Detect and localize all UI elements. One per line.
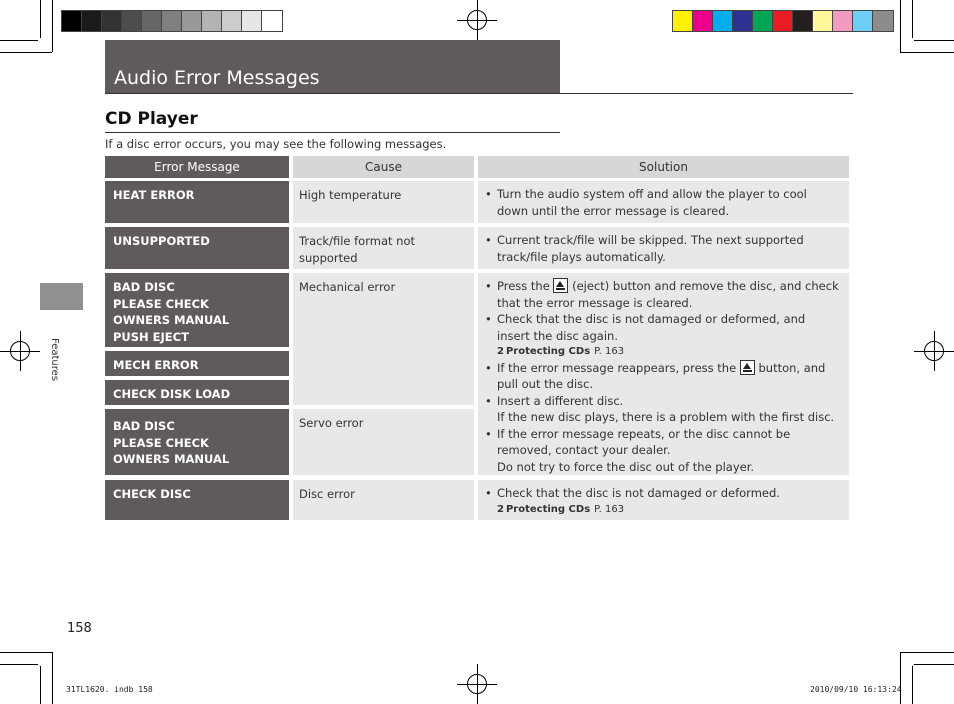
crop-mark (52, 652, 53, 704)
section-title: CD Player (105, 109, 198, 129)
color-swatch (753, 11, 773, 31)
error-line: BAD DISC (113, 280, 175, 294)
solution-text: button, and pull out the disc. (497, 360, 826, 391)
crop-mark (912, 0, 913, 38)
solution-item (484, 360, 841, 393)
registration-mark (457, 664, 497, 704)
color-swatch (262, 11, 282, 31)
reference-arrow-icon: 2 (497, 503, 504, 515)
process-color-bar (672, 10, 894, 32)
color-swatch (813, 11, 833, 31)
header-cause: Cause (293, 156, 474, 178)
color-swatch (873, 11, 893, 31)
solution-text: • If the error message repeats, or the disc cannot be removed, contact your dealer. (497, 426, 791, 457)
reference-arrow-icon: 2 (497, 346, 504, 357)
solution-text: Press the (497, 279, 550, 293)
solution-text: • Insert a different disc. (497, 393, 624, 408)
color-swatch (713, 11, 733, 31)
error-line: PUSH EJECT (113, 329, 189, 344)
color-swatch (182, 11, 202, 31)
crop-mark (900, 0, 901, 52)
cross-reference-link[interactable] (497, 344, 841, 360)
title-rule (105, 93, 853, 94)
chapter-label: Features (49, 338, 60, 381)
eject-icon (553, 278, 568, 293)
error-bad-disc-push-eject (105, 273, 289, 347)
cause-heat-error: High temperature (293, 181, 474, 223)
header-error-message: Error Message (105, 156, 289, 178)
color-swatch (222, 11, 242, 31)
solution-text: Check that the disc is not damaged or deformed. (497, 486, 780, 500)
crop-mark (914, 40, 954, 41)
error-heat-error: HEAT ERROR (105, 181, 289, 223)
error-line: PLEASE CHECK (113, 296, 209, 311)
cause-servo-error: Servo error (293, 409, 474, 475)
section-rule (105, 132, 560, 133)
crop-mark (912, 666, 913, 704)
crop-mark (914, 664, 954, 665)
color-swatch (793, 11, 813, 31)
solution-heat-error (478, 181, 849, 223)
reference-label: Protecting CDs (505, 503, 591, 515)
crop-mark (40, 666, 41, 704)
title-band (105, 40, 560, 93)
color-swatch (162, 11, 182, 31)
registration-mark (0, 331, 40, 371)
color-swatch (673, 11, 693, 31)
crop-mark (40, 0, 41, 38)
color-swatch (62, 11, 82, 31)
error-check-disk-load: CHECK DISK LOAD (105, 380, 289, 405)
solution-text: Check that the disc is not damaged or deformed, and insert the disc again. (497, 312, 806, 343)
error-line: OWNERS MANUAL (113, 313, 230, 327)
color-swatch (122, 11, 142, 31)
reference-page: P. 163 (594, 503, 625, 515)
color-swatch (733, 11, 753, 31)
cause-unsupported: Track/file format not supported (293, 227, 474, 269)
print-timestamp: 2010/09/10 16:13:24 (810, 685, 902, 694)
crop-mark (900, 52, 954, 53)
header-solution: Solution (478, 156, 849, 178)
error-bad-disc-owners-manual (105, 409, 289, 475)
crop-mark (52, 0, 53, 52)
intro-text: If a disc error occurs, you may see the following messages. (105, 137, 447, 151)
print-file-name: 31TL1620. indb 158 (66, 685, 153, 694)
crop-mark (0, 52, 52, 53)
page-number: 158 (67, 621, 92, 636)
solution-item: • Current track/file will be skipped. The next supported track/file plays automatically. (484, 232, 841, 265)
color-swatch (773, 11, 793, 31)
solution-text: Do not try to force the disc out of the player. (497, 459, 755, 474)
reference-label: Protecting CDs (505, 346, 591, 357)
color-swatch (853, 11, 873, 31)
crop-mark (900, 652, 954, 653)
crop-mark (0, 664, 38, 665)
color-swatch (693, 11, 713, 31)
page-title: Audio Error Messages (114, 67, 320, 89)
solution-disc-errors (478, 273, 849, 475)
error-unsupported: UNSUPPORTED (105, 227, 289, 269)
registration-mark (457, 0, 497, 40)
color-swatch (242, 11, 262, 31)
color-swatch (202, 11, 222, 31)
error-line: OWNERS MANUAL (113, 452, 230, 466)
solution-check-disc (478, 480, 849, 520)
chapter-tab (40, 283, 83, 310)
error-mech-error: MECH ERROR (105, 351, 289, 376)
error-line: PLEASE CHECK (113, 435, 209, 450)
solution-item (484, 393, 841, 426)
solution-item (484, 426, 841, 476)
solution-text: If the new disc plays, there is a problem with the first disc. (497, 410, 835, 424)
crop-mark (0, 652, 52, 653)
grayscale-color-bar (61, 10, 283, 32)
solution-item (484, 311, 841, 360)
eject-icon (740, 360, 755, 375)
solution-item: • Turn the audio system off and allow the player to cool down until the error message is cleared. (484, 186, 841, 219)
registration-mark (914, 331, 954, 371)
crop-mark (0, 40, 38, 41)
cause-disc-error: Disc error (293, 480, 474, 520)
solution-item (484, 278, 841, 311)
reference-page: P. 163 (594, 346, 625, 357)
color-swatch (102, 11, 122, 31)
solution-text: If the error message reappears, press the (497, 360, 737, 375)
cross-reference-link[interactable] (497, 502, 841, 518)
error-check-disc: CHECK DISC (105, 480, 289, 520)
solution-unsupported (478, 227, 849, 269)
error-line: BAD DISC (113, 419, 175, 433)
crop-mark (900, 652, 901, 704)
solution-text: (eject) button and remove the disc, and check that the error message is cleared. (497, 279, 839, 310)
cause-mechanical-error: Mechanical error (293, 273, 474, 405)
color-swatch (833, 11, 853, 31)
solution-item (484, 485, 841, 517)
color-swatch (82, 11, 102, 31)
color-swatch (142, 11, 162, 31)
